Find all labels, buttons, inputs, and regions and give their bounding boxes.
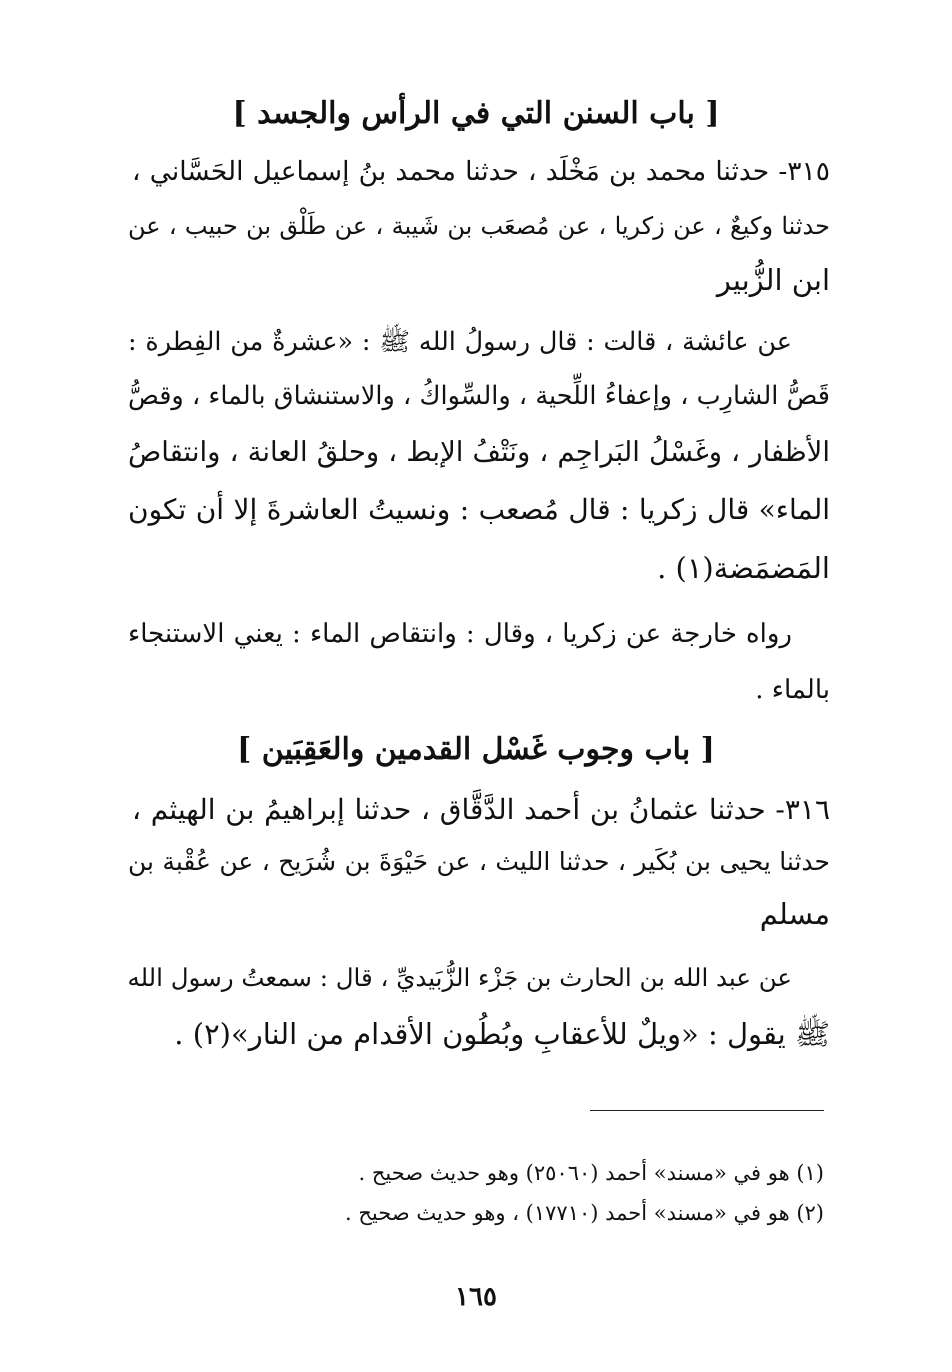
chapter-heading: [ باب وجوب غَسْل القدمين والعَقِبَين ] [237, 732, 715, 767]
footnote-separator [590, 1110, 824, 1111]
chapter-heading: [ باب السنن التي في الرأس والجسد ] [232, 96, 720, 131]
hadith-text-line: عن عائشة ، قالت : قال رسولُ الله ﷺ : «عشرةٌ من الفِطرة : [128, 327, 792, 357]
commentary-line: رواه خارجة عن زكريا ، وقال : وانتقاص الماء : يعني الاستنجاء [128, 619, 792, 649]
page-number: ١٦٥ [455, 1282, 497, 1312]
isnad-line: ٣١٥- حدثنا محمد بن مَخْلَد ، حدثنا محمد بنُ إسماعيل الحَسَّاني ، [132, 156, 830, 187]
isnad-line: حدثنا وكيعٌ ، عن زكريا ، عن مُصعَب بن شَيبة ، عن طَلْق بن حبيب ، عن [128, 212, 830, 240]
isnad-line: ٣١٦- حدثنا عثمانُ بن أحمد الدَّقَّاق ، حدثنا إبراهيمُ بن الهيثم ، [132, 793, 831, 826]
hadith-text-line: قَصُّ الشارِب ، وإعفاءُ اللِّحية ، والسِّواكُ ، والاستنشاق بالماء ، وقصُّ [128, 381, 830, 411]
hadith-text-line: الأظفار ، وغَسْلُ البَراجِم ، ونَتْفُ الإبط ، وحلقُ العانة ، وانتقاصُ [128, 436, 830, 468]
hadith-text-line: عن عبد الله بن الحارث بن جَزْء الزُّبَيديِّ ، قال : سمعتُ رسول الله [127, 963, 792, 992]
isnad-line: مسلم [759, 897, 830, 931]
footnote: (٢) هو في «مسند» أحمد (١٧٧١٠) ، وهو حديث صحيح . [345, 1201, 824, 1225]
hadith-text-line: ﷺ يقول : «ويلٌ للأعقابِ وبُطُون الأقدام من النار»(٢) . [174, 1017, 830, 1051]
commentary-line: بالماء . [755, 675, 830, 705]
hadith-text-line: الماء» قال زكريا : قال مُصعب : ونسيتُ العاشرةَ إلا أن تكون [128, 493, 831, 526]
footnote: (١) هو في «مسند» أحمد (٢٥٠٦٠) وهو حديث صحيح . [358, 1161, 824, 1185]
isnad-line: حدثنا يحيى بن بُكَير ، حدثنا الليث ، عن حَيْوَةَ بن شُرَيح ، عن عُقْبة بن [128, 847, 831, 876]
hadith-text-line: المَضمَضة(١) . [657, 551, 830, 585]
isnad-line: ابن الزُّبير [716, 263, 830, 297]
